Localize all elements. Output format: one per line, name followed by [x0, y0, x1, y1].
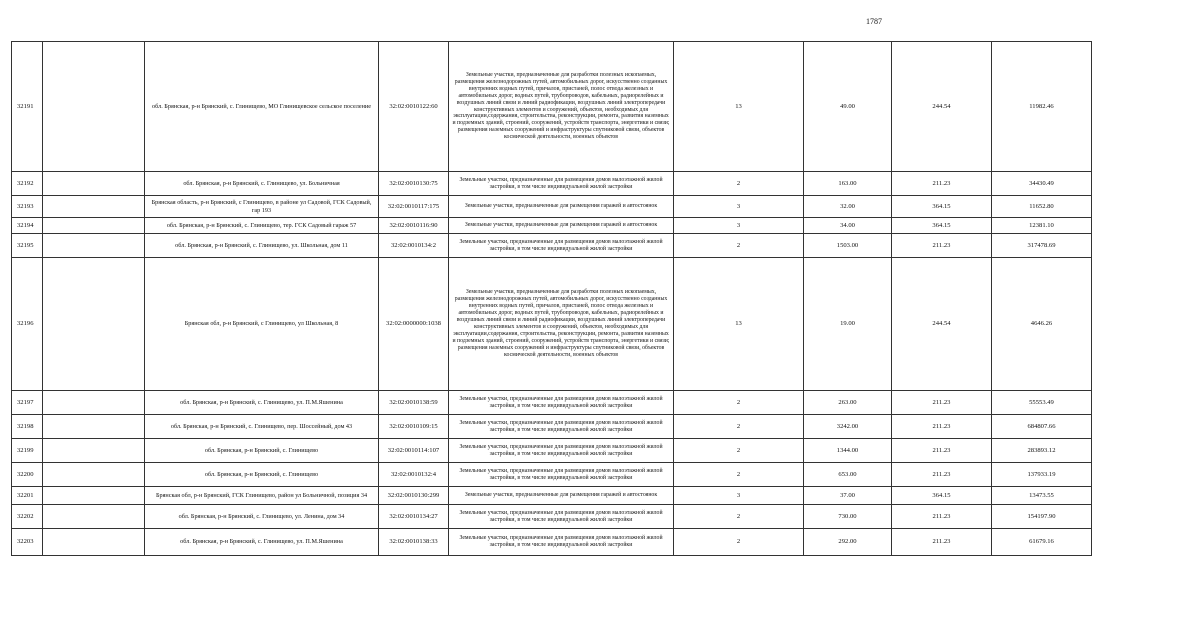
- row-land-use: Земельные участки, предназначенные для размещения домов малоэтажной жилой застройки, в том числе индивидуальной жилой застройки: [449, 439, 674, 463]
- row-land-use: Земельные участки, предназначенные для размещения гаражей и автостоянок: [449, 196, 674, 218]
- row-address: обл. Брянская, р-н Брянский, с. Глинищево, тер. ГСК Садовый гараж 57: [145, 218, 379, 234]
- table-row: [12, 439, 1182, 463]
- cadastral-value-table: [11, 41, 1182, 556]
- row-use-group: 2: [674, 439, 804, 463]
- blank-cell: [43, 172, 145, 196]
- row-cadastral-number: 32:02:0010117:175: [379, 196, 449, 218]
- row-area: 19.00: [804, 258, 892, 391]
- table-row: [12, 415, 1182, 439]
- row-address: обл. Брянская, р-н Брянский, с. Глинищево, ул. П.М.Яшенина: [145, 529, 379, 556]
- row-address: Брянская область, р-н Брянский, с Глинищево, в районе ул Садовой, ГСК Садовый, гар 193: [145, 196, 379, 218]
- row-address: Брянская обл, р-н Брянский, с Глинищево, ул Школьная, 8: [145, 258, 379, 391]
- table-body: [12, 42, 1182, 556]
- blank-cell: [43, 487, 145, 505]
- table-row: [12, 172, 1182, 196]
- row-specific-value: 211.23: [892, 172, 992, 196]
- page-number: 1787: [866, 17, 882, 26]
- row-cadastral-value: 154197.90: [992, 505, 1092, 529]
- row-number: 32196: [12, 258, 43, 391]
- row-number: 32192: [12, 172, 43, 196]
- row-specific-value: 364.15: [892, 487, 992, 505]
- row-cadastral-number: 32:02:0010130:299: [379, 487, 449, 505]
- row-use-group: 2: [674, 172, 804, 196]
- table-row: [12, 42, 1182, 172]
- row-cadastral-number: 32:02:0010130:75: [379, 172, 449, 196]
- blank-cell: [43, 391, 145, 415]
- table-row: [12, 258, 1182, 391]
- row-number: 32202: [12, 505, 43, 529]
- row-cadastral-number: 32:02:0010122:60: [379, 42, 449, 172]
- row-cadastral-number: 32:02:0000000:1038: [379, 258, 449, 391]
- row-cadastral-value: 13473.55: [992, 487, 1092, 505]
- row-cadastral-number: 32:02:0010138:59: [379, 391, 449, 415]
- row-area: 32.00: [804, 196, 892, 218]
- row-specific-value: 211.23: [892, 529, 992, 556]
- row-cadastral-value: 684807.66: [992, 415, 1092, 439]
- row-cadastral-number: 32:02:0010109:15: [379, 415, 449, 439]
- row-area: 3242.00: [804, 415, 892, 439]
- row-address: обл. Брянская, р-н Брянский, с. Глинищево, ул. Больничная: [145, 172, 379, 196]
- row-land-use: Земельные участки, предназначенные для размещения домов малоэтажной жилой застройки, в том числе индивидуальной жилой застройки: [449, 505, 674, 529]
- row-area: 163.00: [804, 172, 892, 196]
- blank-cell: [43, 415, 145, 439]
- blank-cell: [43, 529, 145, 556]
- blank-cell: [43, 463, 145, 487]
- row-specific-value: 211.23: [892, 234, 992, 258]
- blank-cell: [43, 439, 145, 463]
- row-land-use: Земельные участки, предназначенные для размещения домов малоэтажной жилой застройки, в том числе индивидуальной жилой застройки: [449, 391, 674, 415]
- row-specific-value: 211.23: [892, 463, 992, 487]
- table-row: [12, 505, 1182, 529]
- row-cadastral-number: 32:02:0010138:33: [379, 529, 449, 556]
- blank-cell: [43, 234, 145, 258]
- row-area: 730.00: [804, 505, 892, 529]
- row-land-use: Земельные участки, предназначенные для разработки полезных ископаемых, размещения железнодорожных путей, автомобильных дорог, искусственно созданных внутренних водных путей, причалов, пристаней, полос отвода железных и автомобильных дорог, водных путей, трубопроводов, кабельных, радиорелейных и воздушных линий связи и линий радиофикации, воздушных линий электропередачи конструктивных элементов и сооружений, объектов, необходимых для эксплуатации,содержания, строительства, реконструкции, ремонта, развития наземных и подземных зданий, строений, сооружений, устройств транспорта, энергетики и связи; размещения наземных сооружений и инфраструктуры спутниковой связи, объектов космической деятельности, военных объектов: [449, 42, 674, 172]
- row-use-group: 2: [674, 391, 804, 415]
- row-address: обл. Брянская, р-н Брянский, с. Глинищево: [145, 463, 379, 487]
- row-address: обл. Брянская, р-н Брянский, с. Глинищево, ул. П.М.Яшенина: [145, 391, 379, 415]
- row-specific-value: 244.54: [892, 42, 992, 172]
- row-area: 292.00: [804, 529, 892, 556]
- row-area: 34.00: [804, 218, 892, 234]
- row-land-use: Земельные участки, предназначенные для разработки полезных ископаемых, размещения железнодорожных путей, автомобильных дорог, искусственно созданных внутренних водных путей, причалов, пристаней, полос отвода железных и автомобильных дорог, водных путей, трубопроводов, кабельных, радиорелейных и воздушных линий связи и линий радиофикации, воздушных линий электропередачи конструктивных элементов и сооружений, объектов, необходимых для эксплуатации,содержания, строительства, реконструкции, ремонта, развития наземных и подземных зданий, строений, сооружений, устройств транспорта, энергетики и связи; размещения наземных сооружений и инфраструктуры спутниковой связи, объектов космической деятельности, военных объектов: [449, 258, 674, 391]
- row-area: 1344.00: [804, 439, 892, 463]
- row-use-group: 3: [674, 196, 804, 218]
- row-number: 32194: [12, 218, 43, 234]
- row-cadastral-value: 317478.69: [992, 234, 1092, 258]
- row-use-group: 2: [674, 529, 804, 556]
- blank-cell: [43, 42, 145, 172]
- table-row: [12, 391, 1182, 415]
- row-specific-value: 364.15: [892, 196, 992, 218]
- row-number: 32203: [12, 529, 43, 556]
- row-use-group: 2: [674, 415, 804, 439]
- table-row: [12, 218, 1182, 234]
- row-cadastral-value: 12381.10: [992, 218, 1092, 234]
- table-row: [12, 234, 1182, 258]
- row-land-use: Земельные участки, предназначенные для размещения домов малоэтажной жилой застройки, в том числе индивидуальной жилой застройки: [449, 529, 674, 556]
- row-specific-value: 211.23: [892, 439, 992, 463]
- row-land-use: Земельные участки, предназначенные для размещения домов малоэтажной жилой застройки, в том числе индивидуальной жилой застройки: [449, 172, 674, 196]
- row-use-group: 3: [674, 218, 804, 234]
- table-row: [12, 487, 1182, 505]
- row-cadastral-value: 11652.80: [992, 196, 1092, 218]
- row-area: 1503.00: [804, 234, 892, 258]
- row-use-group: 3: [674, 487, 804, 505]
- row-cadastral-value: 61679.16: [992, 529, 1092, 556]
- row-cadastral-number: 32:02:0010114:107: [379, 439, 449, 463]
- row-cadastral-value: 55553.49: [992, 391, 1092, 415]
- row-number: 32198: [12, 415, 43, 439]
- row-use-group: 2: [674, 463, 804, 487]
- row-number: 32197: [12, 391, 43, 415]
- row-area: 37.00: [804, 487, 892, 505]
- row-address: обл. Брянская, р-н Брянский, с. Глинищево, ул. Ленина, дом 34: [145, 505, 379, 529]
- blank-cell: [43, 258, 145, 391]
- row-use-group: 2: [674, 505, 804, 529]
- row-cadastral-value: 34430.49: [992, 172, 1092, 196]
- row-number: 32195: [12, 234, 43, 258]
- row-area: 49.00: [804, 42, 892, 172]
- blank-cell: [43, 196, 145, 218]
- row-land-use: Земельные участки, предназначенные для размещения гаражей и автостоянок: [449, 487, 674, 505]
- row-cadastral-value: 283893.12: [992, 439, 1092, 463]
- table-row: [12, 196, 1182, 218]
- row-land-use: Земельные участки, предназначенные для размещения домов малоэтажной жилой застройки, в том числе индивидуальной жилой застройки: [449, 463, 674, 487]
- row-address: обл. Брянская, р-н Брянский, с. Глинищево: [145, 439, 379, 463]
- blank-cell: [43, 505, 145, 529]
- row-specific-value: 211.23: [892, 505, 992, 529]
- row-address: обл. Брянская, р-н Брянский, с. Глинищево, ул. Школьная, дом 11: [145, 234, 379, 258]
- row-cadastral-value: 4646.26: [992, 258, 1092, 391]
- row-number: 32193: [12, 196, 43, 218]
- row-cadastral-number: 32:02:0010134:2: [379, 234, 449, 258]
- row-address: Брянская обл, р-н Брянский, ГСК Глинищево, район ул Больничной, позиция 34: [145, 487, 379, 505]
- row-number: 32201: [12, 487, 43, 505]
- row-land-use: Земельные участки, предназначенные для размещения домов малоэтажной жилой застройки, в том числе индивидуальной жилой застройки: [449, 415, 674, 439]
- row-cadastral-number: 32:02:0010132:4: [379, 463, 449, 487]
- row-use-group: 13: [674, 258, 804, 391]
- row-area: 263.00: [804, 391, 892, 415]
- row-cadastral-value: 137933.19: [992, 463, 1092, 487]
- row-number: 32200: [12, 463, 43, 487]
- row-specific-value: 244.54: [892, 258, 992, 391]
- row-land-use: Земельные участки, предназначенные для размещения гаражей и автостоянок: [449, 218, 674, 234]
- row-address: обл. Брянская, р-н Брянский, с. Глинищево, пер. Шоссейный, дом 43: [145, 415, 379, 439]
- row-cadastral-number: 32:02:0010134:27: [379, 505, 449, 529]
- row-specific-value: 211.23: [892, 415, 992, 439]
- table-row: [12, 463, 1182, 487]
- row-number: 32199: [12, 439, 43, 463]
- row-specific-value: 364.15: [892, 218, 992, 234]
- row-cadastral-number: 32:02:0010116:90: [379, 218, 449, 234]
- blank-cell: [43, 218, 145, 234]
- row-specific-value: 211.23: [892, 391, 992, 415]
- row-cadastral-value: 11982.46: [992, 42, 1092, 172]
- row-land-use: Земельные участки, предназначенные для размещения домов малоэтажной жилой застройки, в том числе индивидуальной жилой застройки: [449, 234, 674, 258]
- row-use-group: 2: [674, 234, 804, 258]
- row-use-group: 13: [674, 42, 804, 172]
- row-address: обл. Брянская, р-н Брянский, с. Глинищево, МО Глинищевское сельское поселение: [145, 42, 379, 172]
- row-number: 32191: [12, 42, 43, 172]
- table-row: [12, 529, 1182, 556]
- row-area: 653.00: [804, 463, 892, 487]
